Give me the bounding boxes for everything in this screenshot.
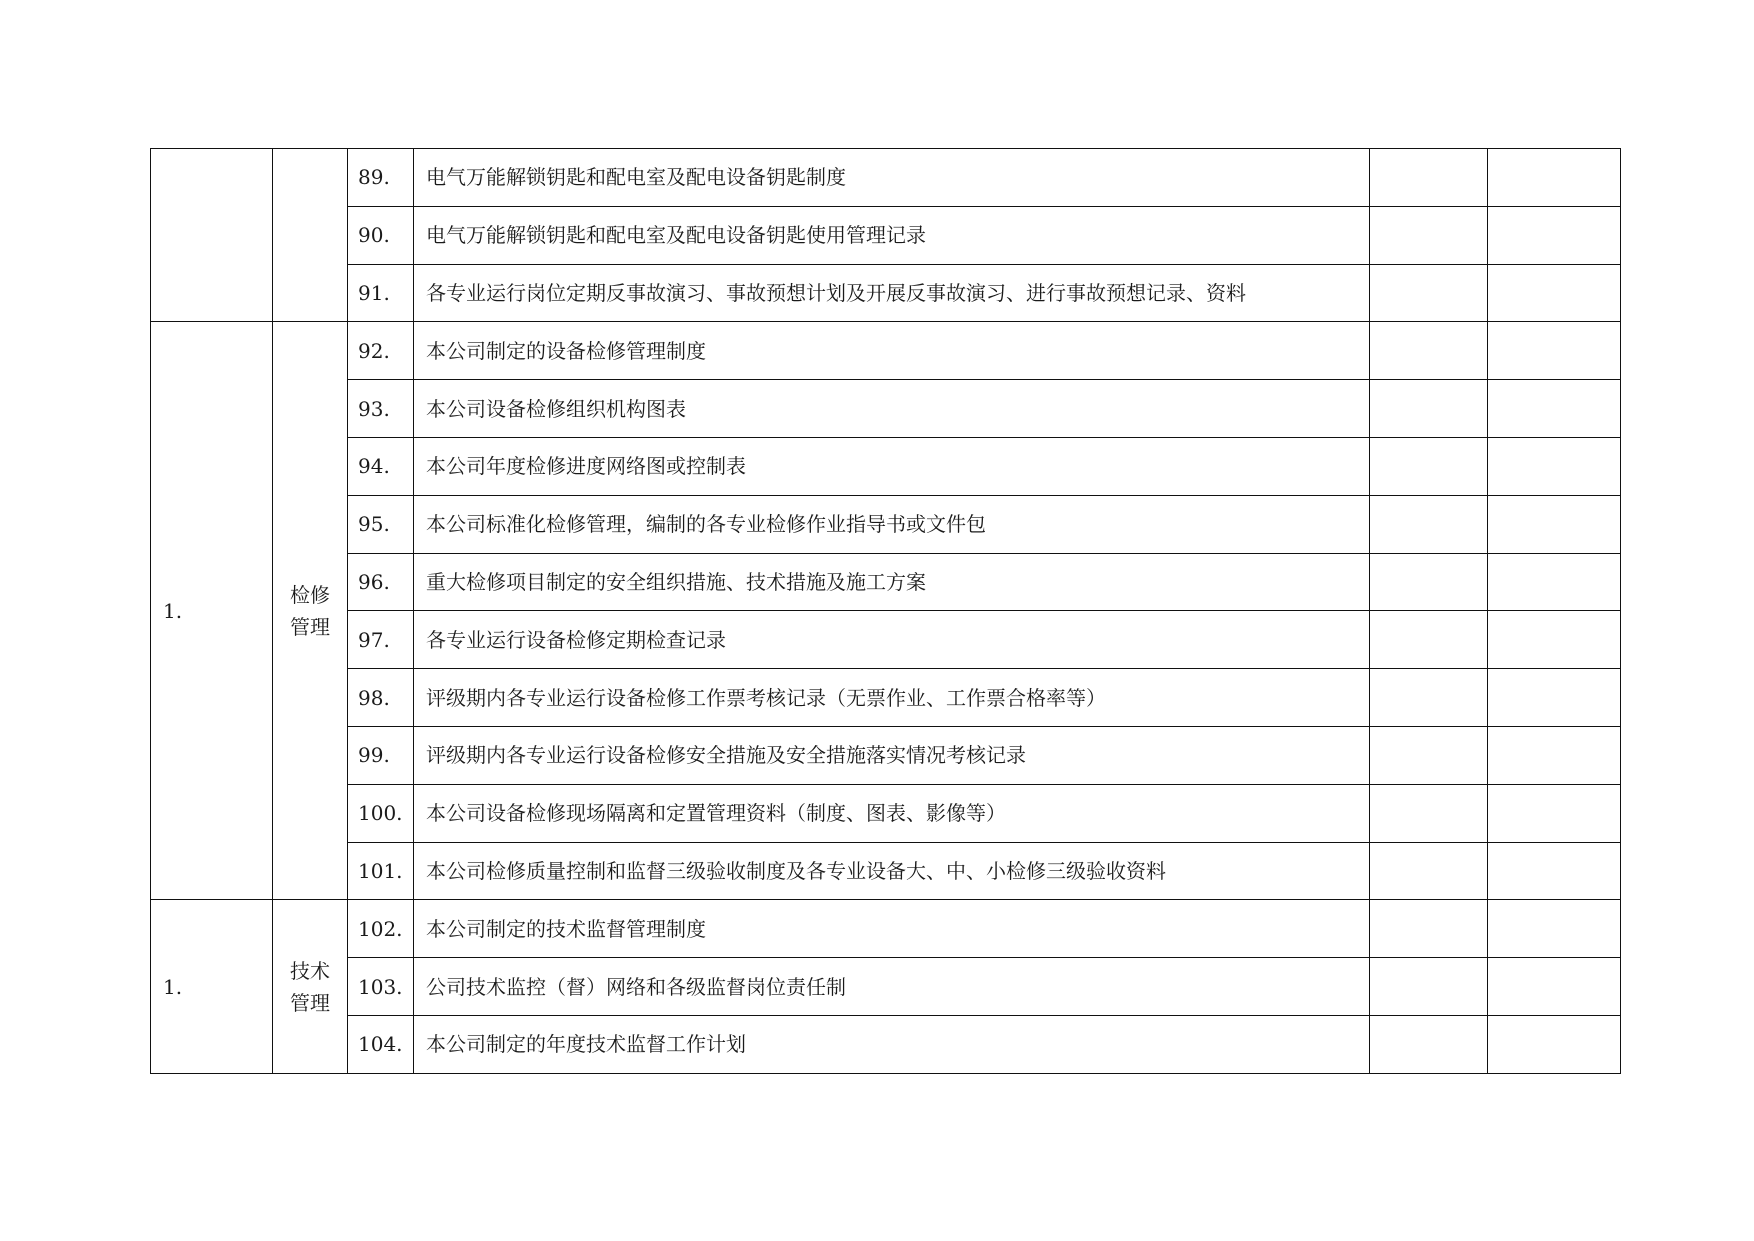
blank-cell-b xyxy=(1488,669,1621,727)
item-description-cell: 本公司设备检修现场隔离和定置管理资料（制度、图表、影像等） xyxy=(414,784,1370,842)
table-row xyxy=(151,553,1621,611)
blank-cell-a xyxy=(1370,437,1488,495)
item-description-cell: 评级期内各专业运行设备检修安全措施及安全措施落实情况考核记录 xyxy=(414,726,1370,784)
blank-cell-a xyxy=(1370,322,1488,380)
blank-cell-a xyxy=(1370,553,1488,611)
item-description-cell: 各专业运行设备检修定期检查记录 xyxy=(414,611,1370,669)
table-row xyxy=(151,437,1621,495)
table-row xyxy=(151,842,1621,900)
blank-cell-b xyxy=(1488,611,1621,669)
blank-cell-b xyxy=(1488,437,1621,495)
item-number-cell: 102. xyxy=(348,900,414,958)
item-description-cell: 评级期内各专业运行设备检修工作票考核记录（无票作业、工作票合格率等） xyxy=(414,669,1370,727)
blank-cell-a xyxy=(1370,900,1488,958)
blank-cell-a xyxy=(1370,842,1488,900)
item-description-cell: 本公司制定的年度技术监督工作计划 xyxy=(414,1015,1370,1073)
item-description-cell: 本公司年度检修进度网络图或控制表 xyxy=(414,437,1370,495)
category-cell xyxy=(273,322,348,900)
blank-cell-b xyxy=(1488,1015,1621,1073)
item-description-cell: 本公司检修质量控制和监督三级验收制度及各专业设备大、中、小检修三级验收资料 xyxy=(414,842,1370,900)
item-number-cell: 104. xyxy=(348,1015,414,1073)
table-row xyxy=(151,322,1621,380)
category-cell xyxy=(273,149,348,322)
item-description-cell: 电气万能解锁钥匙和配电室及配电设备钥匙使用管理记录 xyxy=(414,206,1370,264)
table-row xyxy=(151,380,1621,438)
item-description-cell: 电气万能解锁钥匙和配电室及配电设备钥匙制度 xyxy=(414,149,1370,207)
blank-cell-b xyxy=(1488,842,1621,900)
table-row xyxy=(151,958,1621,1016)
table-row xyxy=(151,900,1621,958)
table-row xyxy=(151,1015,1621,1073)
section-number-cell: 1. xyxy=(151,900,273,1073)
item-description-cell: 本公司标准化检修管理，编制的各专业检修作业指导书或文件包 xyxy=(414,495,1370,553)
blank-cell-a xyxy=(1370,611,1488,669)
item-number-cell: 99. xyxy=(348,726,414,784)
table-row xyxy=(151,495,1621,553)
item-number-cell: 98. xyxy=(348,669,414,727)
blank-cell-b xyxy=(1488,206,1621,264)
blank-cell-a xyxy=(1370,784,1488,842)
item-description-cell: 公司技术监控（督）网络和各级监督岗位责任制 xyxy=(414,958,1370,1016)
blank-cell-b xyxy=(1488,784,1621,842)
item-description-cell: 本公司制定的技术监督管理制度 xyxy=(414,900,1370,958)
blank-cell-a xyxy=(1370,206,1488,264)
section-number-cell: 1. xyxy=(151,322,273,900)
blank-cell-a xyxy=(1370,958,1488,1016)
blank-cell-b xyxy=(1488,958,1621,1016)
item-number-cell: 91. xyxy=(348,264,414,322)
blank-cell-a xyxy=(1370,264,1488,322)
item-number-cell: 92. xyxy=(348,322,414,380)
table-row xyxy=(151,264,1621,322)
table-row xyxy=(151,149,1621,207)
blank-cell-a xyxy=(1370,1015,1488,1073)
blank-cell-a xyxy=(1370,726,1488,784)
blank-cell-a xyxy=(1370,149,1488,207)
blank-cell-a xyxy=(1370,495,1488,553)
table-row xyxy=(151,784,1621,842)
item-description-cell: 本公司设备检修组织机构图表 xyxy=(414,380,1370,438)
item-number-cell: 89. xyxy=(348,149,414,207)
item-number-cell: 101. xyxy=(348,842,414,900)
blank-cell-b xyxy=(1488,380,1621,438)
item-description-cell: 各专业运行岗位定期反事故演习、事故预想计划及开展反事故演习、进行事故预想记录、资料 xyxy=(414,264,1370,322)
item-number-cell: 90. xyxy=(348,206,414,264)
item-description-cell: 本公司制定的设备检修管理制度 xyxy=(414,322,1370,380)
table-row xyxy=(151,206,1621,264)
blank-cell-b xyxy=(1488,322,1621,380)
blank-cell-b xyxy=(1488,264,1621,322)
item-description-cell: 重大检修项目制定的安全组织措施、技术措施及施工方案 xyxy=(414,553,1370,611)
table-row xyxy=(151,726,1621,784)
item-number-cell: 95. xyxy=(348,495,414,553)
blank-cell-a xyxy=(1370,380,1488,438)
category-label: 检修管理 xyxy=(290,582,330,639)
item-number-cell: 96. xyxy=(348,553,414,611)
table-row xyxy=(151,669,1621,727)
blank-cell-b xyxy=(1488,726,1621,784)
section-number-cell xyxy=(151,149,273,322)
blank-cell-b xyxy=(1488,149,1621,207)
item-number-cell: 100. xyxy=(348,784,414,842)
blank-cell-b xyxy=(1488,495,1621,553)
item-number-cell: 103. xyxy=(348,958,414,1016)
item-number-cell: 93. xyxy=(348,380,414,438)
blank-cell-b xyxy=(1488,900,1621,958)
category-cell xyxy=(273,900,348,1073)
table-body xyxy=(151,149,1621,1074)
item-number-cell: 94. xyxy=(348,437,414,495)
inspection-checklist-table xyxy=(150,148,1621,1074)
blank-cell-b xyxy=(1488,553,1621,611)
category-label: 技术管理 xyxy=(290,958,330,1015)
table-row xyxy=(151,611,1621,669)
item-number-cell: 97. xyxy=(348,611,414,669)
blank-cell-a xyxy=(1370,669,1488,727)
